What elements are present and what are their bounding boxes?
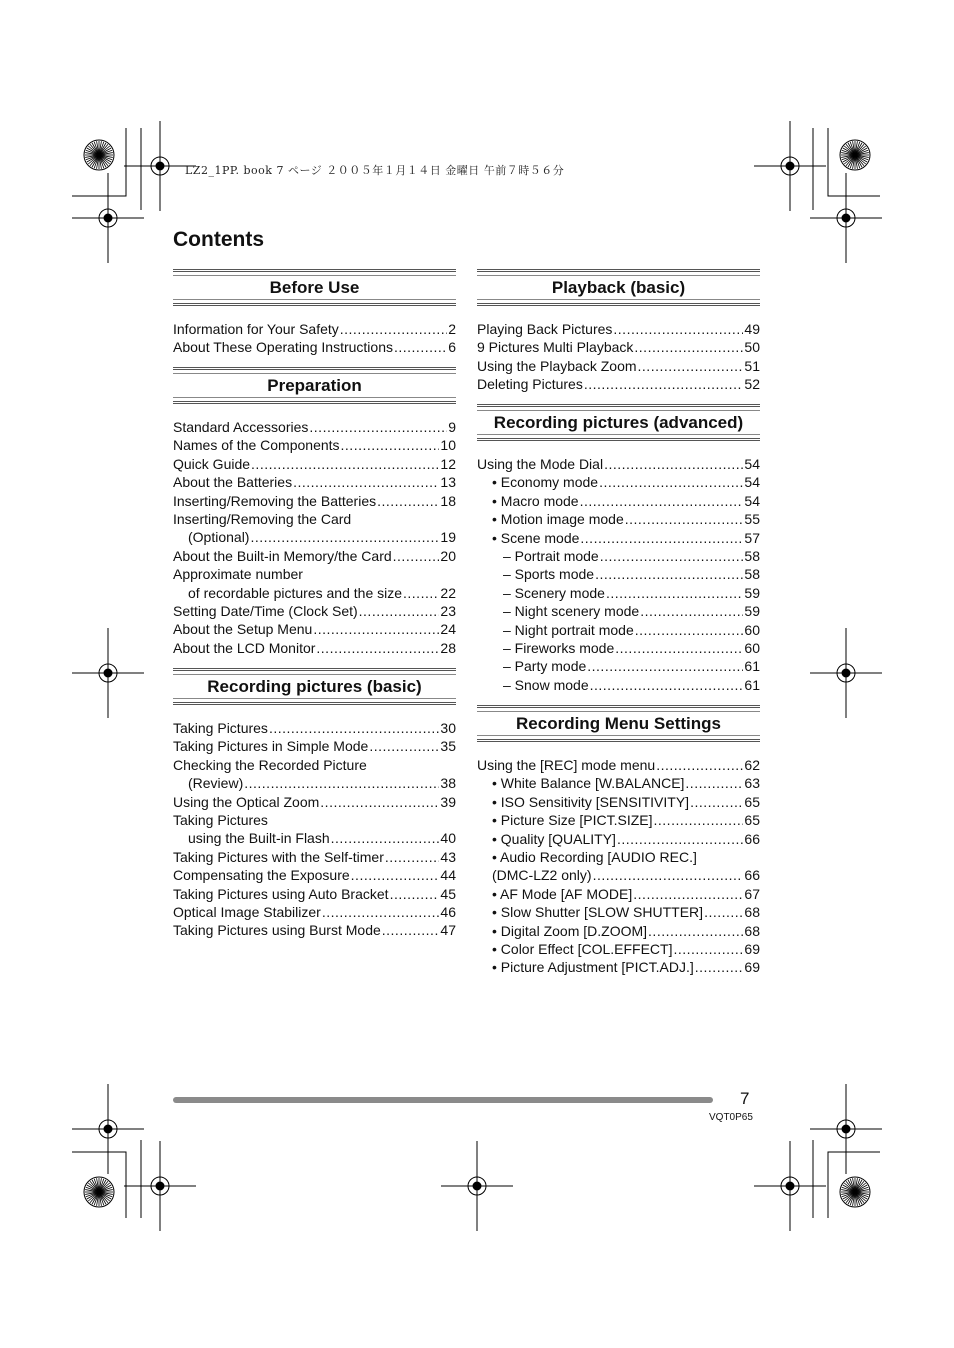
toc-entry-page: 35 — [440, 738, 456, 755]
toc-entry[interactable] — [477, 602, 760, 620]
section-title: Before Use — [269, 278, 360, 297]
toc-entry-page: 65 — [744, 793, 760, 810]
toc-entry-text: • Digital Zoom [D.ZOOM] — [492, 922, 648, 939]
toc-entry-page: 39 — [440, 793, 456, 810]
toc-entry[interactable] — [477, 492, 760, 510]
leader-dots — [595, 565, 743, 583]
leader-dots — [593, 866, 744, 884]
toc-entry[interactable] — [477, 756, 760, 774]
crosshair-dot — [842, 1125, 850, 1133]
toc-entry[interactable] — [477, 510, 760, 528]
leader-dots — [390, 885, 440, 903]
toc-entry-page: 58 — [744, 566, 760, 583]
toc-entry[interactable] — [173, 338, 456, 356]
toc-entry-text: – Scenery mode — [503, 584, 605, 601]
section-preparation — [173, 367, 456, 657]
toc-entry-page: 52 — [744, 376, 760, 393]
toc-entry-text: – Fireworks mode — [503, 640, 615, 657]
leader-dots — [654, 811, 744, 829]
toc-entry[interactable] — [477, 958, 760, 976]
toc-entry[interactable] — [477, 547, 760, 565]
toc-entry[interactable] — [173, 737, 456, 755]
crosshair-dot — [473, 1182, 481, 1190]
toc-entry[interactable] — [173, 866, 456, 884]
crosshair-dot — [842, 669, 850, 677]
toc-entry[interactable] — [173, 719, 456, 737]
toc-entry[interactable] — [477, 375, 760, 393]
leader-dots — [617, 830, 743, 848]
toc-entry-page: 2 — [448, 321, 456, 337]
toc-entry-text: Optical Image Stabilizer — [173, 904, 321, 921]
toc-entry[interactable] — [173, 320, 456, 338]
toc-entry[interactable] — [173, 639, 456, 657]
leader-dots — [613, 320, 743, 338]
toc-entry-text: of recordable pictures and the size — [188, 584, 403, 601]
toc-entry[interactable] — [173, 811, 456, 829]
toc-entry[interactable] — [477, 676, 760, 694]
toc-entry[interactable] — [173, 510, 456, 528]
toc-entry-text: About the Setup Menu — [173, 621, 313, 638]
toc-entry-text: Using the [REC] mode menu — [477, 757, 656, 773]
toc-entry-page: 10 — [440, 437, 456, 454]
leader-dots — [638, 357, 744, 375]
leader-dots — [313, 620, 439, 638]
toc-entry[interactable] — [173, 418, 456, 436]
toc-entry[interactable] — [173, 473, 456, 491]
leader-dots — [393, 547, 440, 565]
toc-entry-page: 6 — [448, 339, 456, 356]
leader-dots — [656, 756, 743, 774]
toc-entry-text: (Optional) — [188, 529, 250, 546]
toc-entry-page: 43 — [440, 848, 456, 865]
toc-entry[interactable] — [477, 639, 760, 657]
toc-entry[interactable] — [477, 584, 760, 602]
toc-entry-text: Information for Your Safety — [173, 321, 339, 337]
leader-dots — [635, 621, 744, 639]
toc-entry-page: 12 — [440, 455, 456, 472]
crosshair-dot — [786, 162, 794, 170]
toc-entry-text: – Party mode — [503, 658, 587, 675]
toc-entry[interactable] — [173, 756, 456, 774]
toc-entry-page: 54 — [744, 492, 760, 509]
toc-entry-page: 54 — [744, 456, 760, 472]
toc-entry-text: Standard Accessories — [173, 419, 309, 435]
toc-entry-text: Deleting Pictures — [477, 376, 583, 393]
page-number: 7 — [740, 1089, 750, 1108]
crosshair-dot — [104, 214, 112, 222]
toc-entry-text: • Scene mode — [492, 529, 580, 546]
section-title: Recording pictures (basic) — [207, 677, 422, 696]
toc-entry[interactable] — [173, 774, 456, 792]
toc-entry[interactable] — [477, 830, 760, 848]
leader-dots — [640, 602, 743, 620]
toc-entry-text: Names of the Components — [173, 437, 340, 454]
toc-entry[interactable] — [477, 866, 760, 884]
toc-entry[interactable] — [477, 565, 760, 583]
crosshair-dot — [156, 162, 164, 170]
section-header — [173, 269, 456, 306]
toc-entry-page: 38 — [440, 775, 456, 792]
toc-entry-page: 28 — [440, 639, 456, 656]
toc-entry[interactable] — [173, 829, 456, 847]
toc-entry-page: 45 — [440, 885, 456, 902]
toc-entry-page: 51 — [744, 357, 760, 374]
toc-entry-page: 40 — [440, 830, 456, 847]
leader-dots — [359, 602, 440, 620]
toc-entry-text: • White Balance [W.BALANCE] — [492, 775, 685, 792]
toc-entry[interactable] — [173, 455, 456, 473]
toc-entry[interactable] — [477, 473, 760, 491]
toc-entry-text: 9 Pictures Multi Playback — [477, 339, 634, 356]
leader-dots — [604, 455, 743, 473]
toc-entry[interactable] — [477, 885, 760, 903]
section-recording-menu-settings — [477, 705, 760, 977]
toc-entry-text: About the Built-in Memory/the Card — [173, 547, 392, 564]
toc-entry-page: 50 — [744, 339, 760, 356]
toc-entry[interactable] — [477, 357, 760, 375]
toc-entry[interactable] — [477, 793, 760, 811]
leader-dots — [615, 639, 743, 657]
leader-dots — [633, 885, 743, 903]
toc-entry-page: 68 — [744, 904, 760, 921]
leader-dots — [244, 774, 439, 792]
toc-entry-page: 69 — [744, 959, 760, 976]
leader-dots — [331, 829, 440, 847]
toc-entry[interactable] — [477, 922, 760, 940]
toc-entry-page: 59 — [744, 603, 760, 620]
leader-dots — [250, 528, 439, 546]
toc-entry-page: 66 — [744, 830, 760, 847]
section-header — [477, 404, 760, 441]
leader-dots — [340, 320, 447, 338]
toc-entry-text: Playing Back Pictures — [477, 321, 613, 337]
toc-entry-text: • Quality [QUALITY] — [492, 830, 616, 847]
crosshair-dot — [786, 1182, 794, 1190]
toc-entry[interactable] — [173, 528, 456, 546]
leader-dots — [316, 639, 439, 657]
leader-dots — [606, 584, 743, 602]
toc-entry-text: Approximate number — [173, 566, 303, 583]
toc-entry-page: 24 — [440, 621, 456, 638]
leader-dots — [685, 774, 743, 792]
leader-dots — [320, 793, 439, 811]
toc-entry[interactable] — [173, 547, 456, 565]
toc-entry-text: • Audio Recording [AUDIO REC.] — [492, 849, 697, 866]
toc-entry[interactable] — [173, 921, 456, 939]
section-title: Preparation — [267, 376, 362, 395]
toc-entry-text: Setting Date/Time (Clock Set) — [173, 603, 358, 620]
toc-entry-text: • ISO Sensitivity [SENSITIVITY] — [492, 793, 690, 810]
toc-entry-page: 60 — [744, 621, 760, 638]
section-recording-pictures-basic — [173, 668, 456, 940]
toc-entry-page: 47 — [440, 922, 456, 939]
crosshair-dot — [842, 214, 850, 222]
document-code: VQT0P65 — [709, 1112, 753, 1123]
toc-entry-text: – Sports mode — [503, 566, 595, 583]
leader-dots — [580, 529, 743, 547]
toc-entry-text: Taking Pictures with the Self-timer — [173, 848, 384, 865]
leader-dots — [382, 921, 440, 939]
crosshair-dot — [104, 669, 112, 677]
section-header — [477, 269, 760, 306]
toc-entry-page: 19 — [440, 529, 456, 546]
toc-entry-page: 13 — [440, 474, 456, 491]
toc-entry[interactable] — [477, 903, 760, 921]
toc-entry-text: Taking Pictures — [173, 812, 268, 829]
leader-dots — [600, 547, 744, 565]
leader-dots — [695, 958, 744, 976]
leader-dots — [394, 338, 447, 356]
toc-entry-page: 59 — [744, 584, 760, 601]
toc-entry[interactable] — [477, 320, 760, 338]
toc-entry[interactable] — [477, 455, 760, 473]
leader-dots — [704, 903, 743, 921]
toc-entry[interactable] — [477, 848, 760, 866]
leader-dots — [634, 338, 743, 356]
leader-dots — [322, 903, 440, 921]
toc-entry-page: 67 — [744, 885, 760, 902]
toc-entry-text: • Motion image mode — [492, 511, 624, 528]
section-title: Recording pictures (advanced) — [493, 413, 744, 432]
page-title: Contents — [173, 228, 264, 251]
toc-entry-page: 30 — [440, 720, 456, 736]
toc-entry-page: 62 — [744, 757, 760, 773]
toc-entry[interactable] — [477, 657, 760, 675]
leader-dots — [293, 473, 439, 491]
toc-entry-text: About the Batteries — [173, 474, 293, 491]
toc-entry-text: (DMC-LZ2 only) — [492, 867, 592, 884]
toc-entry-text: – Portrait mode — [503, 548, 599, 565]
crosshair-dot — [104, 1125, 112, 1133]
print-header-line: LZ2_1PP. book 7 ページ ２００５年１月１４日 金曜日 午前７時５６分 — [185, 164, 565, 177]
toc-entry[interactable] — [173, 492, 456, 510]
toc-entry-text: • Picture Adjustment [PICT.ADJ.] — [492, 959, 694, 976]
toc-entry-text: About These Operating Instructions — [173, 339, 393, 356]
toc-entry-text: • Slow Shutter [SLOW SHUTTER] — [492, 904, 704, 921]
toc-entry-page: 54 — [744, 474, 760, 491]
toc-entry-text: Taking Pictures in Simple Mode — [173, 738, 369, 755]
toc-entry-text: Using the Mode Dial — [477, 456, 604, 472]
leader-dots — [599, 473, 743, 491]
leader-dots — [673, 940, 743, 958]
leader-dots — [690, 793, 743, 811]
toc-entry[interactable] — [477, 621, 760, 639]
toc-entry-page: 55 — [744, 511, 760, 528]
toc-entry[interactable] — [173, 848, 456, 866]
toc-entry[interactable] — [477, 338, 760, 356]
toc-entry[interactable] — [173, 885, 456, 903]
toc-entry[interactable] — [173, 903, 456, 921]
toc-entry[interactable] — [173, 793, 456, 811]
toc-entry-text: • Economy mode — [492, 474, 599, 491]
toc-entry-text: • Picture Size [PICT.SIZE] — [492, 812, 653, 829]
leader-dots — [309, 418, 447, 436]
section-title: Playback (basic) — [551, 278, 686, 297]
leader-dots — [403, 584, 439, 602]
leader-dots — [580, 492, 744, 510]
toc-entry[interactable] — [173, 620, 456, 638]
toc-entry-text: Quick Guide — [173, 455, 251, 472]
toc-entry[interactable] — [173, 436, 456, 454]
toc-entry-text: About the LCD Monitor — [173, 639, 316, 656]
toc-entry-text: – Night scenery mode — [503, 603, 640, 620]
leader-dots — [584, 375, 744, 393]
toc-entry-page: 57 — [744, 529, 760, 546]
toc-entry-page: 20 — [440, 547, 456, 564]
toc-entry-page: 63 — [744, 775, 760, 792]
leader-dots — [269, 719, 439, 737]
toc-entry-page: 49 — [744, 321, 760, 337]
leader-dots — [341, 436, 440, 454]
toc-entry-page: 61 — [744, 676, 760, 693]
toc-entry-text: (Review) — [188, 775, 244, 792]
toc-entry[interactable] — [477, 940, 760, 958]
toc-entry-text: – Snow mode — [503, 676, 589, 693]
section-header — [173, 668, 456, 705]
leader-dots — [369, 737, 439, 755]
leader-dots — [351, 866, 440, 884]
toc-entry-text: Inserting/Removing the Card — [173, 511, 352, 528]
toc-entry-page: 66 — [744, 867, 760, 884]
toc-entry[interactable] — [173, 565, 456, 583]
section-header — [173, 367, 456, 404]
toc-entry[interactable] — [173, 584, 456, 602]
toc-entry-page: 65 — [744, 812, 760, 829]
toc-entry-text: using the Built-in Flash — [188, 830, 330, 847]
toc-entry-page: 23 — [440, 603, 456, 620]
toc-entry-page: 61 — [744, 658, 760, 675]
leader-dots — [590, 676, 744, 694]
toc-entry-page: 9 — [448, 419, 456, 435]
toc-entry-page: 58 — [744, 548, 760, 565]
leader-dots — [648, 922, 743, 940]
toc-entry[interactable] — [477, 529, 760, 547]
toc-entry-page: 18 — [440, 492, 456, 509]
section-recording-pictures-advanced — [477, 404, 760, 694]
toc-entry-text: Taking Pictures using Auto Bracket — [173, 885, 389, 902]
section-header — [477, 705, 760, 742]
footer-bar — [173, 1097, 713, 1103]
toc-entry-text: Using the Playback Zoom — [477, 357, 637, 374]
crosshair-dot — [156, 1182, 164, 1190]
toc-entry-text: • Color Effect [COL.EFFECT] — [492, 941, 673, 958]
section-playback-basic — [477, 269, 760, 394]
toc-entry-text: Taking Pictures — [173, 720, 268, 736]
section-before-use — [173, 269, 456, 357]
toc-entry-text: Checking the Recorded Picture — [173, 756, 367, 773]
toc-entry-page: 46 — [440, 904, 456, 921]
toc-entry-page: 68 — [744, 922, 760, 939]
toc-entry[interactable] — [477, 811, 760, 829]
toc-entry-text: Inserting/Removing the Batteries — [173, 492, 377, 509]
leader-dots — [377, 492, 439, 510]
section-title: Recording Menu Settings — [516, 714, 721, 733]
toc-entry-page: 22 — [440, 584, 456, 601]
toc-entry-text: Using the Optical Zoom — [173, 793, 320, 810]
toc-entry-text: Compensating the Exposure — [173, 867, 350, 884]
toc-entry[interactable] — [477, 774, 760, 792]
toc-entry-text: – Night portrait mode — [503, 621, 634, 638]
toc-entry[interactable] — [173, 602, 456, 620]
leader-dots — [625, 510, 744, 528]
leader-dots — [251, 455, 439, 473]
leader-dots — [587, 657, 743, 675]
toc-entry-text: Taking Pictures using Burst Mode — [173, 922, 381, 939]
toc-entry-text: • Macro mode — [492, 492, 579, 509]
toc-entry-text: • AF Mode [AF MODE] — [492, 885, 633, 902]
toc-entry-page: 69 — [744, 941, 760, 958]
leader-dots — [385, 848, 440, 866]
toc-entry-page: 60 — [744, 640, 760, 657]
toc-entry-page: 44 — [440, 867, 456, 884]
